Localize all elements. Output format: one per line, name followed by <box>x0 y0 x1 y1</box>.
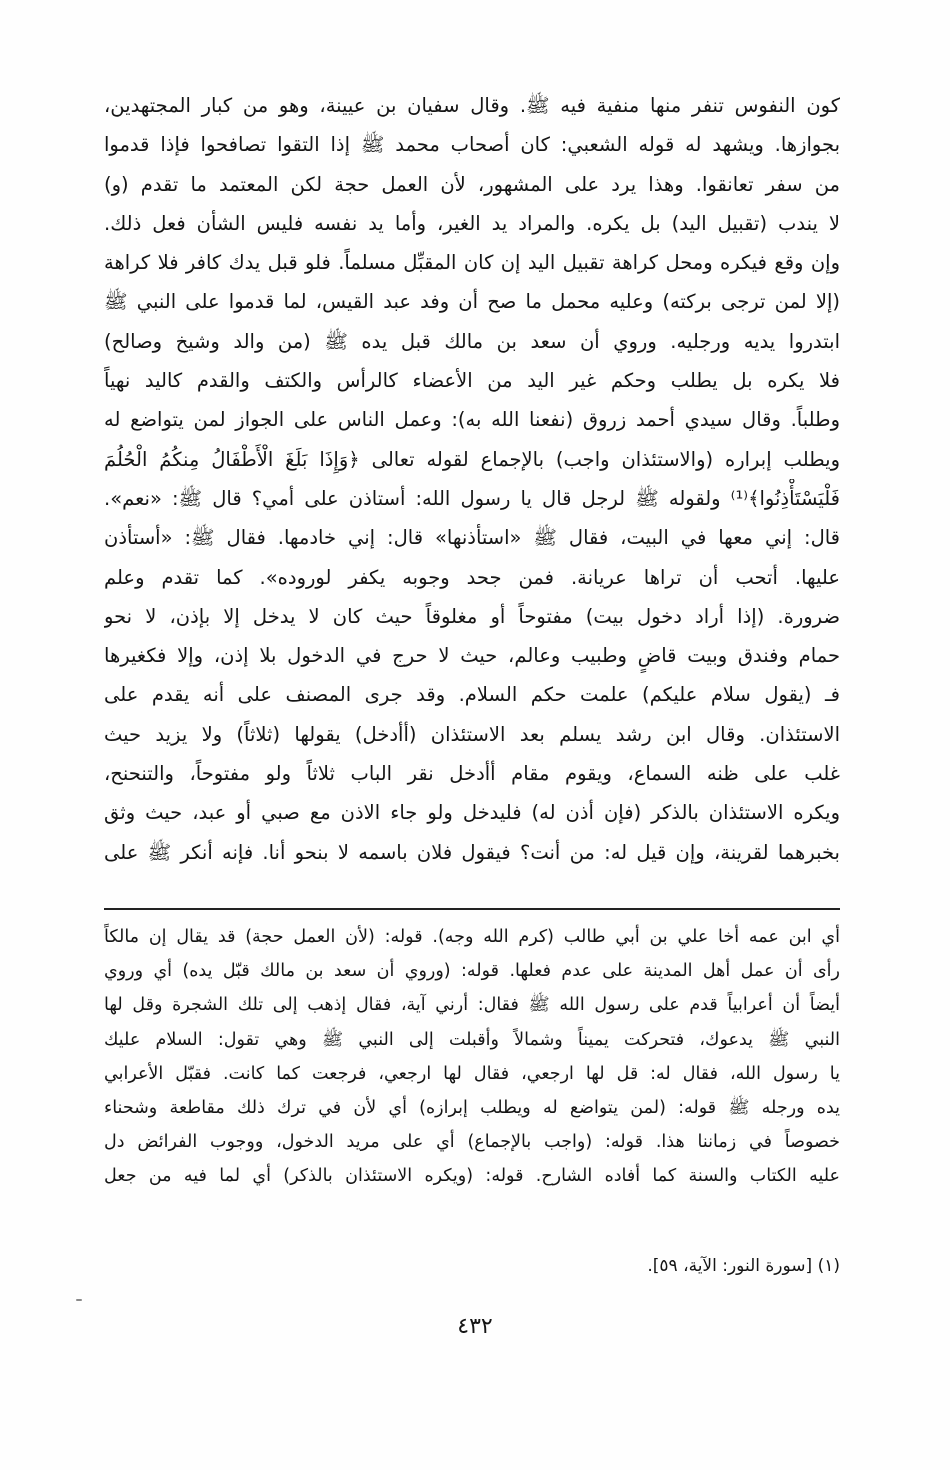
main-text-line: ابتدروا يديه ورجليه. وروي أن سعد بن مالك قبل يده ﷺ (من والد وشيخ وصالح) <box>104 329 840 353</box>
main-text-block <box>104 86 840 872</box>
footnote-separator-rule <box>104 908 840 910</box>
main-text-line: لا يندب (تقبيل اليد) بل يكره. والمراد يد الغير، وأما يد نفسه فليس الشأن فعل ذلك. <box>104 211 840 235</box>
commentary-line: أي ابن عمه أخا علي بن أبي طالب (كرم الله وجه). قوله: (لأن العمل حجة) قد يقال إن مالكاً <box>104 927 840 947</box>
commentary-line: يده ورجله ﷺ قوله: (لمن يتواضع له ويطلب إبرازه) أي لأن في ترك ذلك مقاطعة وشحناء <box>104 1097 840 1118</box>
commentary-line: يا رسول الله، فقال له: قل لها ارجعي، فقال لها ارجعي، فرجعت كما كانت. فقبّل الأعرابي <box>104 1063 840 1084</box>
main-text-line: وإن وقع فيكره ومحل كراهة تقبيل اليد إن كان المقبِّل مسلماً. فلو قبل يدك كافر فلا كراهة <box>104 251 840 275</box>
commentary-line: خصوصاً في زماننا هذا. قوله: (واجب بالإجماع) أي على مريد الدخول، ووجوب الفرائض دل <box>104 1132 840 1153</box>
main-text-line: وطلباً. وقال سيدي أحمد زروق (نفعنا الله به): وعمل الناس على الجواز لمن يتواضع له <box>104 408 840 432</box>
commentary-line: رأى أن عمل أهل المدينة على عدم فعلها. قوله: (وروي أن سعد بن مالك قبّل يده) أي وروي <box>104 961 840 982</box>
scan-speck <box>76 1299 82 1301</box>
main-text-line: فـ (يقول سلام عليكم) علمت حكم السلام. وقد جرى المصنف على أنه يقدم على <box>104 683 840 707</box>
main-text-line: فلا يكره بل يطلب وحكم غير اليد من الأعضاء كالرأس والكتف والقدم كاليد نهياً <box>104 369 840 393</box>
main-text-line: بجوازها. ويشهد له قوله الشعبي: كان أصحاب محمد ﷺ إذا التقوا تصافحوا فإذا قدموا <box>104 133 840 157</box>
main-text-line: عليها. أتحب أن تراها عريانة. فمن جحد وجوبه يكفر لوروده». كما تقدم وعلم <box>104 565 840 589</box>
commentary-line: عليه الكتاب والسنة كما أفاده الشارح. قوله: (ويكره الاستئذان بالذكر) أي لما فيه من جعل <box>104 1166 840 1187</box>
main-text-line: غلب على ظنه السماع، ويقوم مقام أأدخل نقر الباب ثلاثاً ولو مفتوحاً، والتنحنح، <box>104 762 840 786</box>
main-text-line: من سفر تعانقوا. وهذا يرد على المشهور، لأن العمل حجة لكن المعتمد ما تقدم (و) <box>104 172 840 196</box>
main-text-line: (إلا لمن ترجى بركته) وعليه محمل ما صح أن وفد عبد القيس، لما قدموا على النبي ﷺ <box>104 290 840 314</box>
page-number: ٤٣٢ <box>457 1314 493 1339</box>
main-text-line: قال: إني معها في البيت، فقال ﷺ «استأذنها» قال: إني خادمها. فقال ﷺ: «أستأذن <box>104 526 840 550</box>
main-text-line: بخبرهما لقرينة، وإن قيل له: من أنت؟ فيقول فلان باسمه لا بنحو أنا. فإنه أنكر ﷺ على <box>104 840 840 864</box>
commentary-line: أيضاً أن أعرابياً قدم على رسول الله ﷺ فقال: أرني آية، فقال إذهب إلى تلك الشجرة وقل لها <box>104 995 840 1016</box>
commentary-line: النبي ﷺ يدعوك، فتحركت يميناً وشمالاً وأقبلت إلى النبي ﷺ وهي تقول: السلام عليك <box>104 1029 840 1050</box>
footnote: (١) [سورة النور: الآية، ٥٩]. <box>647 1256 840 1276</box>
main-text-line: الاستئذان. وقال ابن رشد يسلم بعد الاستئذان (أأدخل) يقولها (ثلاثاً) ولا يزيد حيث <box>104 722 840 746</box>
commentary-block <box>104 920 840 1194</box>
main-text-line: ويطلب إبراره (والاستئذان واجب) بالإجماع لقوله تعالى ﴿وَإِذَا بَلَغَ الْأَطْفَالُ مِنكُمُ الْحُلُمَ <box>104 447 840 471</box>
main-text-line: فَلْيَسْتَأْذِنُوا﴾⁽¹⁾ ولقوله ﷺ لرجل قال يا رسول الله: أستاذن على أمي؟ قال ﷺ: «نعم». <box>104 486 840 510</box>
main-text-line: كون النفوس تنفر منها منفية فيه ﷺ. وقال سفيان بن عيينة، وهو من كبار المجتهدين، <box>104 94 840 117</box>
main-text-line: حمام وفندق وبيت قاضٍ وطبيب وعالم، حيث لا حرج في الدخول بلا إذن، وإلا فكغيرها <box>104 644 840 668</box>
main-text-line: ضرورة. (إذا أراد دخول بيت) مفتوحاً أو مغلوقاً حيث كان لا يدخل إلا بإذن، لا نحو <box>104 604 840 628</box>
main-text-line: ويكره الاستئذان بالذكر (فإن أذن له) فليدخل ولو جاء الاذن مع صبي أو عبد، حيث وثق <box>104 801 840 825</box>
